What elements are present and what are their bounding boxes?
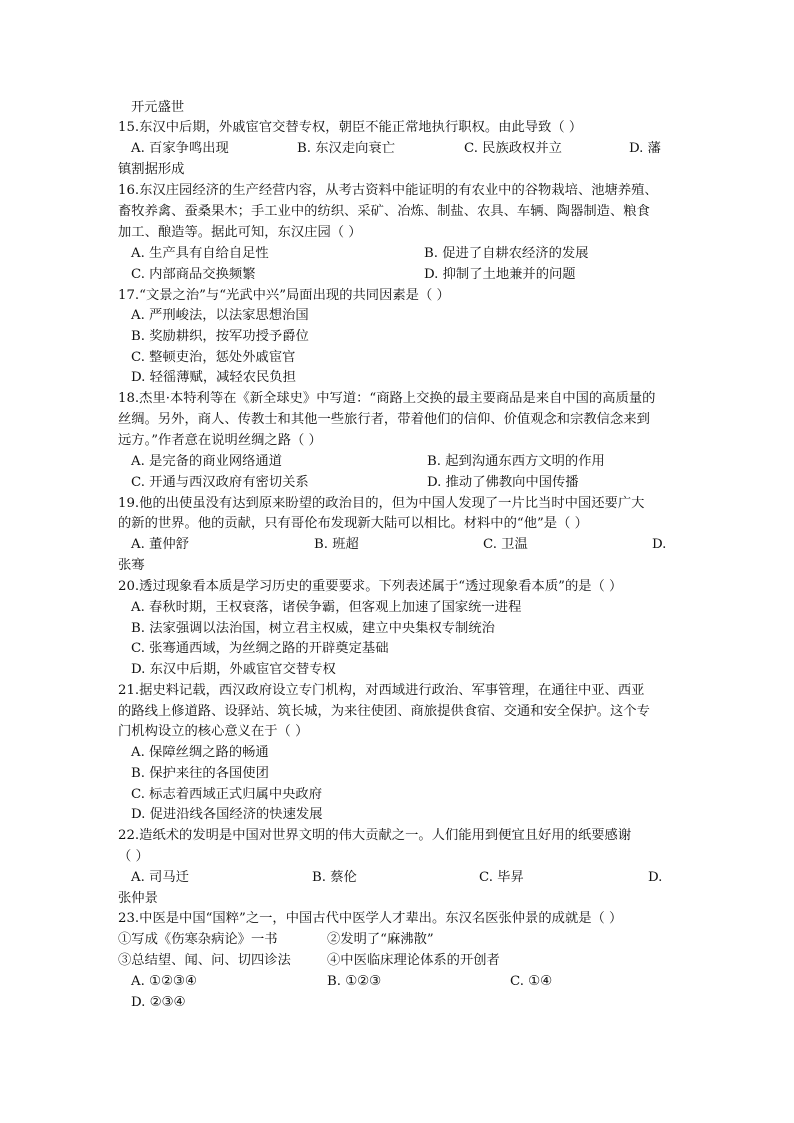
q18-option-b: B. 起到沟通东西方文明的作用 — [427, 454, 605, 469]
q23-option-b: B. ①②③ — [327, 974, 381, 989]
q15-option-b: B. 东汉走向衰亡 — [297, 141, 396, 156]
q21-option-b: B. 保护来往的各国使团 — [131, 766, 269, 781]
q15-option-a: A. 百家争鸣出现 — [131, 141, 229, 156]
text-line: （ ） — [118, 849, 149, 864]
text-line: 开元盛世 — [131, 100, 185, 115]
text-line: 远方。”作者意在说明丝绸之路（ ） — [118, 433, 322, 448]
q22-option-a: A. 司马迁 — [131, 870, 189, 885]
q17-option-d: D. 轻徭薄赋，减轻农民负担 — [131, 370, 296, 385]
q20-option-a: A. 春秋时期，王权衰落，诸侯争霸，但客观上加速了国家统一进程 — [131, 600, 522, 615]
q22-option-d-cont: 张仲景 — [118, 891, 158, 906]
text-line: 丝绸。另外，商人、传教士和其他一些旅行者，带着他们的信仰、价值观念和宗教信念来到 — [118, 412, 650, 427]
text-line: 的新的世界。他的贡献，只有哥伦布发现新大陆可以相比。材料中的“他”是（ ） — [118, 516, 588, 531]
q18-option-d: D. 推动了佛教向中国传播 — [427, 475, 579, 490]
q15-option-d: D. 藩 — [629, 141, 661, 156]
q16-option-b: B. 促进了自耕农经济的发展 — [424, 246, 589, 261]
q19-option-c: C. 卫温 — [483, 537, 528, 552]
q23-option-a: A. ①②③④ — [131, 974, 197, 989]
question-23: 23.中医是中国“国粹”之一，中国古代中医学人才辈出。东汉名医张仲景的成就是（ ） — [118, 911, 623, 926]
statement-4: ④中医临床理论体系的开创者 — [327, 953, 500, 968]
q20-option-c: C. 张骞通西域，为丝绸之路的开辟奠定基础 — [131, 641, 389, 656]
q15-option-c: C. 民族政权并立 — [464, 141, 562, 156]
statement-2: ②发明了“麻沸散” — [327, 932, 434, 947]
q21-option-a: A. 保障丝绸之路的畅通 — [131, 745, 269, 760]
question-17: 17.“文景之治”与“光武中兴”局面出现的共同因素是（ ） — [118, 288, 450, 303]
statement-1: ①写成《伤寒杂病论》一书 — [118, 932, 278, 947]
q19-option-d-cont: 张骞 — [118, 558, 145, 573]
question-19: 19.他的出使虽没有达到原来盼望的政治目的，但为中国人发现了一片比当时中国还要广大 — [118, 496, 645, 511]
q23-option-c: C. ①④ — [510, 974, 552, 989]
q21-option-d: D. 促进沿线各国经济的快速发展 — [131, 807, 323, 822]
q16-option-c: C. 内部商品交换频繁 — [131, 267, 256, 282]
text-line: 的路线上修道路、设驿站、筑长城，为来往使团、商旅提供食宿、交通和安全保护。这个专 — [118, 704, 650, 719]
q22-option-b: B. 蔡伦 — [312, 870, 357, 885]
text-line: 门机构设立的核心意义在于（ ） — [118, 724, 309, 739]
q21-option-c: C. 标志着西域正式归属中央政府 — [131, 787, 323, 802]
text-line: 加工、酿造等。据此可知，东汉庄园（ ） — [118, 225, 362, 240]
text-line: 畜牧养禽、蚕桑果木；手工业中的纺织、采矿、冶炼、制盐、农具、车辆、陶器制造、粮食 — [118, 204, 650, 219]
q16-option-d: D. 抑制了土地兼并的问题 — [424, 267, 576, 282]
question-21: 21.据史料记载，西汉政府设立专门机构，对西域进行政治、军事管理，在通往中亚、西亚 — [118, 683, 645, 698]
q20-option-b: B. 法家强调以法治国，树立君主权威，建立中央集权专制统治 — [131, 621, 495, 636]
statement-3: ③总结望、闻、问、切四诊法 — [118, 953, 291, 968]
q17-option-c: C. 整顿吏治，惩处外戚宦官 — [131, 350, 296, 365]
q17-option-b: B. 奖励耕织，按军功授予爵位 — [131, 329, 309, 344]
q19-option-b: B. 班超 — [314, 537, 359, 552]
q19-option-d: D. — [652, 537, 667, 552]
q18-option-c: C. 开通与西汉政府有密切关系 — [131, 475, 309, 490]
q15-option-d-cont: 镇割据形成 — [118, 162, 185, 177]
q20-option-d: D. 东汉中后期，外戚宦官交替专权 — [131, 662, 336, 677]
q17-option-a: A. 严刑峻法，以法家思想治国 — [131, 308, 309, 323]
question-20: 20.透过现象看本质是学习历史的重要要求。下列表述属于“透过现象看本质”的是（ ） — [118, 579, 623, 594]
q18-option-a: A. 是完备的商业网络通道 — [131, 454, 283, 469]
question-15: 15.东汉中后期，外戚宦官交替专权，朝臣不能正常地执行职权。由此导致（ ） — [118, 120, 583, 135]
question-18: 18.杰里·本特利等在《新全球史》中写道：“商路上交换的最主要商品是来自中国的高质量的 — [118, 391, 656, 406]
question-22: 22.造纸术的发明是中国对世界文明的伟大贡献之一。人们能用到便宜且好用的纸要感谢 — [118, 828, 632, 843]
q16-option-a: A. 生产具有自给自足性 — [131, 246, 269, 261]
q22-option-c: C. 毕昇 — [479, 870, 524, 885]
q22-option-d: D. — [648, 870, 663, 885]
q23-option-d: D. ②③④ — [131, 995, 186, 1010]
q19-option-a: A. 董仲舒 — [131, 537, 189, 552]
question-16: 16.东汉庄园经济的生产经营内容，从考古资料中能证明的有农业中的谷物栽培、池塘养殖、 — [118, 183, 658, 198]
